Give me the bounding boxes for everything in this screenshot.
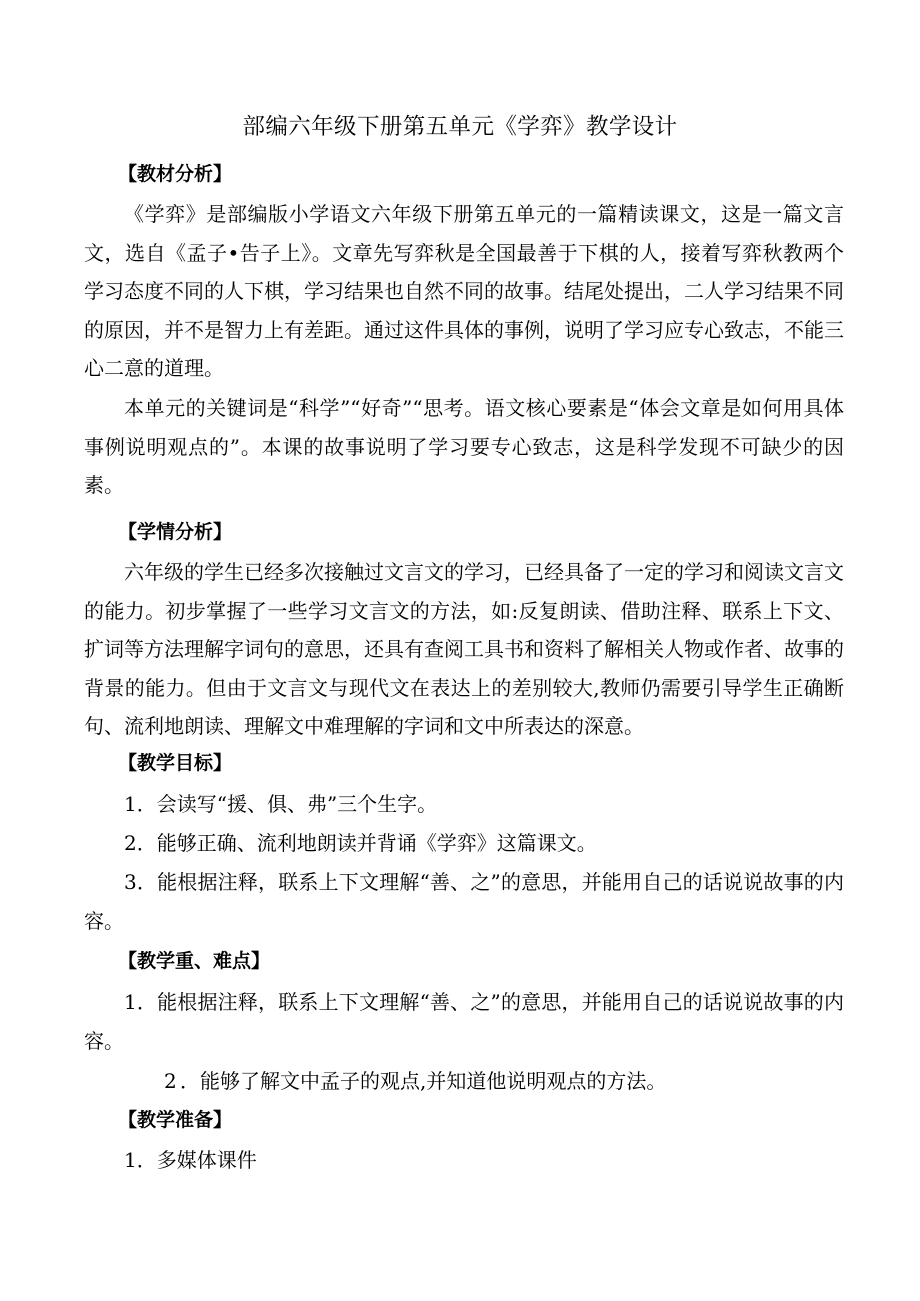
heading-preparation: 【教学准备】 [118,1109,233,1131]
teaching-goal-item: 1．会读写“援、俱、弗”三个生字。 [124,792,438,816]
heading-materials-analysis: 【教材分析】 [118,163,233,185]
teaching-goal-item: 2．能够正确、流利地朗读并背诵《学弈》这篇课文。 [124,831,597,855]
student-analysis-paragraph: 六年级的学生已经多次接触过文言文的学习，已经具备了一定的学习和阅读文言文的能力。初步掌握了一些学习文言文的方法，如:反复朗读、借助注释、联系上下文、扩词等方法理解字词句的意思，还具有查阅工具书和资料了解相关人物或作者、故事的背景的能力。但由于文言文与现代文在表达上的差别较大,教师仍需要引导学生正确断句、流利地朗读、理解文中难理解的字词和文中所表达的深意。 [84,560,844,738]
key-point-item-text: ．能够了解文中孟子的观点,并知道他说明观点的方法。 [180,1069,667,1093]
document-title: 部编六年级下册第五单元《学弈》教学设计 [242,114,678,140]
heading-teaching-goals: 【教学目标】 [118,752,233,774]
materials-analysis-paragraph-2: 本单元的关键词是“科学”“好奇”“思考。语文核心要素是“体会文章是如何用具体事例说明观点的”。本课的故事说明了学习要专心致志，这是科学发现不可缺少的因素。 [84,396,844,497]
materials-analysis-paragraph-1: 《学弈》是部编版小学语文六年级下册第五单元的一篇精读课文，这是一篇文言文，选自《孟子•告子上》。文章先写弈秋是全国最善于下棋的人，接着写弈秋教两个学习态度不同的人下棋，学习结果也自然不同的故事。结尾处提出，二人学习结果不同的原因，并不是智力上有差距。通过这件具体的事例，说明了学习应专心致志，不能三心二意的道理。 [84,202,844,380]
preparation-item: 1．多媒体课件 [124,1148,257,1172]
heading-key-points: 【教学重、难点】 [118,950,271,972]
heading-student-analysis: 【学情分析】 [118,521,233,543]
key-point-item-number: 2 [164,1069,177,1093]
key-point-item: 1．能根据注释，联系上下文理解“善、之”的意思，并能用自己的话说说故事的内容。 [84,990,844,1053]
key-point-item [84,1062,844,1101]
teaching-goal-item: 3．能根据注释，联系上下文理解“善、之”的意思，并能用自己的话说说故事的内容。 [84,870,844,933]
